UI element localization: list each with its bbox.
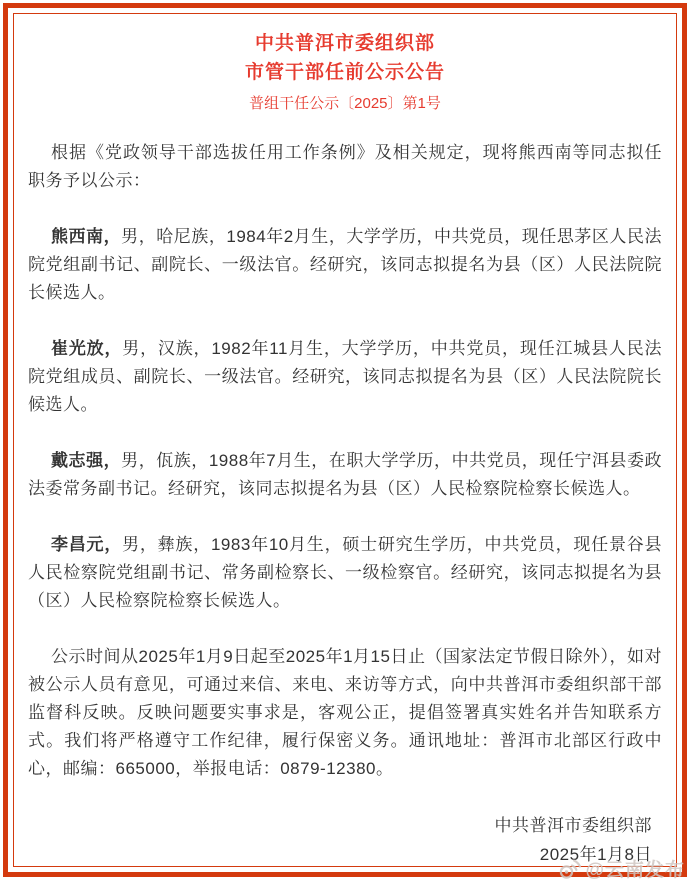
doc-number: 普组干任公示〔2025〕第1号	[249, 95, 441, 112]
candidate-name-2: 崔光放，	[51, 339, 123, 358]
candidate-name-3: 戴志强，	[51, 451, 122, 470]
inner-red-border	[13, 13, 677, 867]
watermark	[558, 855, 685, 882]
weibo-icon	[558, 858, 582, 880]
candidate-paragraph-1	[28, 223, 662, 307]
candidate-name-4: 李昌元，	[51, 535, 123, 554]
candidate-bio-2: 男，汉族，1982年11月生，大学学历，中共党员，现任江城县人民法院党组成员、副院长、一级法官。经研究，该同志拟提名为县（区）人民法院院长候选人。	[28, 339, 663, 414]
issuing-org-name: 中共普洱市委组织部	[254, 33, 435, 54]
document-body	[22, 139, 668, 867]
signature-date: 2025年1月8日	[539, 845, 652, 864]
candidate-bio-1: 男，哈尼族，1984年2月生，大学学历，中共党员，现任思茅区人民法院党组副书记、副院长、一级法官。经研究，该同志拟提名为县（区）人民法院院长候选人。	[28, 227, 662, 302]
outer-red-border	[3, 3, 687, 877]
document-header	[22, 22, 668, 115]
candidate-bio-3: 男，佤族，1988年7月生，在职大学学历，中共党员，现任宁洱县委政法委常务副书记。经研究，该同志拟提名为县（区）人民检察院检察长候选人。	[28, 451, 662, 498]
candidate-paragraph-4	[28, 531, 662, 615]
notice-paragraph: 公示时间从2025年1月9日起至2025年1月15日止（国家法定节假日除外），如对被公示人员有意见，可通过来信、来电、来访等方式，向中共普洱市委组织部干部监督科反映。反映问题要实事求是，客观公正，提倡签署真实姓名并告知联系方式。我们将严格遵守工作纪律，履行保密义务。通讯地址：普洱市北部区行政中心，邮编：665000，举报电话：0879-12380。	[28, 647, 662, 778]
watermark-handle: @云南发布	[585, 860, 685, 881]
page-title: 市管干部任前公示公告	[244, 62, 445, 83]
intro-paragraph: 根据《党政领导干部选拔任用工作条例》及相关规定，现将熊西南等同志拟任职务予以公示：	[28, 143, 662, 190]
candidate-paragraph-3	[28, 447, 662, 503]
signature-org: 中共普洱市委组织部	[494, 816, 652, 835]
candidate-name-1: 熊西南，	[51, 227, 122, 246]
candidate-paragraph-2	[28, 335, 662, 419]
candidate-bio-4: 男，彝族，1983年10月生，硕士研究生学历，中共党员，现任景谷县人民检察院党组副书记、常务副检察长、一级检察官。经研究，该同志拟提名为县（区）人民检察院检察长候选人。	[28, 535, 663, 610]
